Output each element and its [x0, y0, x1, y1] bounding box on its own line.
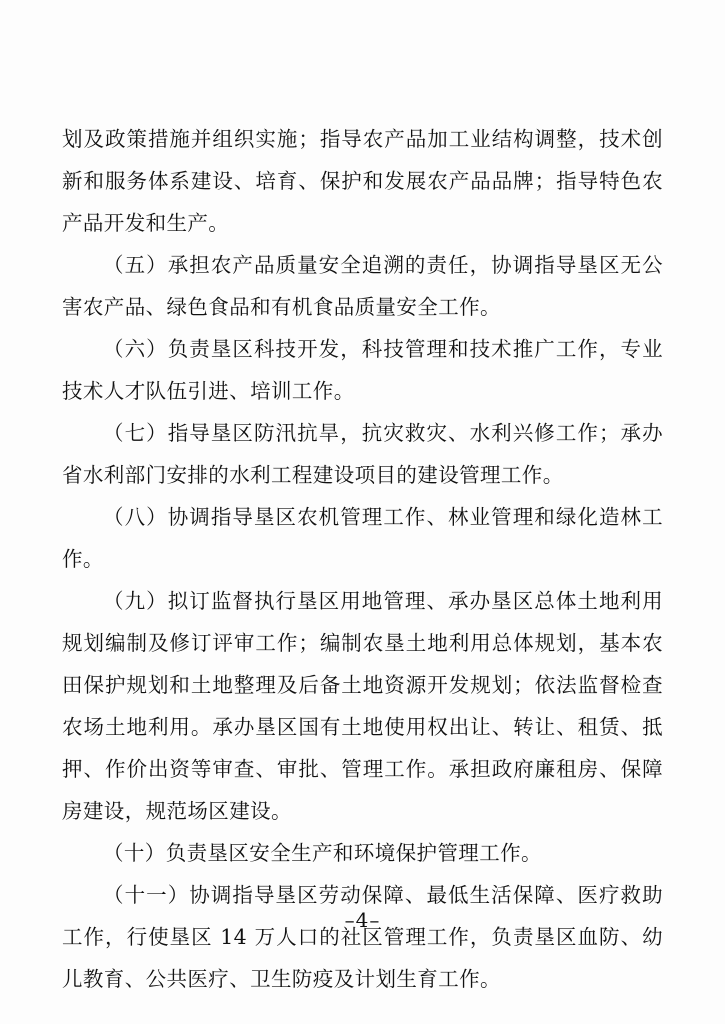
document-body [62, 118, 663, 1000]
paragraph-item-6: （六）负责垦区科技开发，科技管理和技术推广工作，专业技术人才队伍引进、培训工作。 [62, 337, 663, 403]
paragraph-item-8: （八）协调指导垦区农机管理工作、林业管理和绿化造林工作。 [62, 505, 663, 571]
paragraph-continued: 划及政策措施并组织实施；指导农产品加工业结构调整，技术创新和服务体系建设、培育、保护和发展农产品品牌；指导特色农产品开发和生产。 [62, 127, 663, 235]
paragraph-item-11: （十一）协调指导垦区劳动保障、最低生活保障、医疗救助工作，行使垦区 14 万人口的社区管理工作，负责垦区血防、幼儿教育、公共医疗、卫生防疫及计划生育工作。 [62, 883, 663, 991]
paragraph-item-7: （七）指导垦区防汛抗旱，抗灾救灾、水利兴修工作；承办省水利部门安排的水利工程建设项目的建设管理工作。 [62, 421, 663, 487]
paragraph-item-5: （五）承担农产品质量安全追溯的责任，协调指导垦区无公害农产品、绿色食品和有机食品质量安全工作。 [62, 253, 663, 319]
page-number: –4– [344, 908, 381, 932]
paragraph-item-10: （十）负责垦区安全生产和环境保护管理工作。 [103, 841, 542, 865]
paragraph-item-9: （九）拟订监督执行垦区用地管理、承办垦区总体土地利用规划编制及修订评审工作；编制农垦土地利用总体规划，基本农田保护规划和土地整理及后备土地资源开发规划；依法监督检查农场土地利用。承办垦区国有土地使用权出让、转让、租赁、抵押、作价出资等审查、审批、管理工作。承担政府廉租房、保障房建设，规范场区建设。 [62, 589, 663, 823]
